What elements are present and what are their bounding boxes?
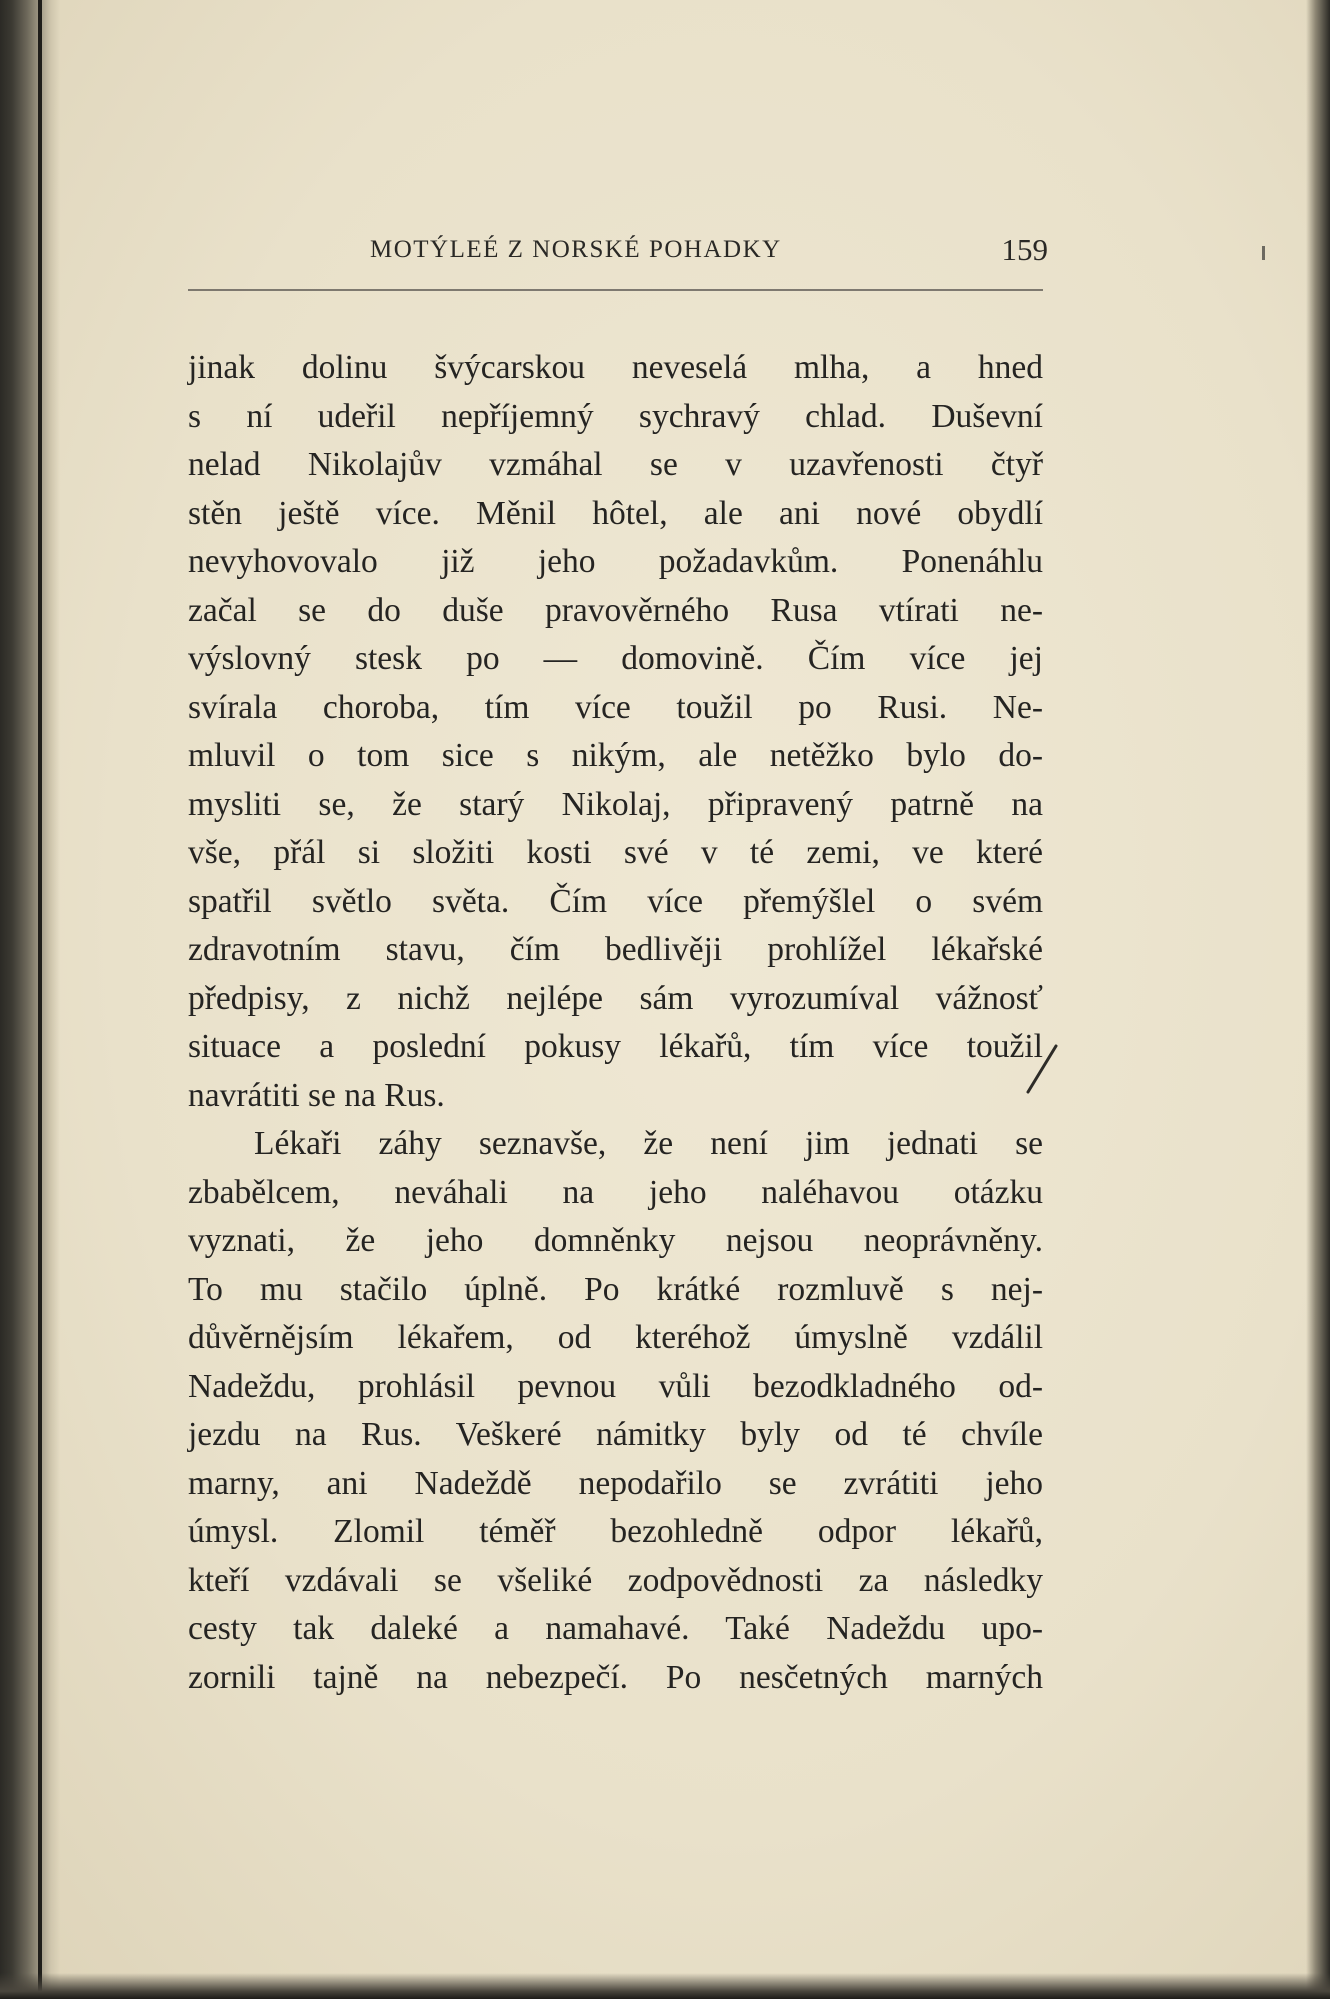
text-line: situace a poslední pokusy lékařů, tím více toužil xyxy=(188,1028,1043,1065)
text-line: nelad Nikolajův vzmáhal se v uzavřenosti čtyř xyxy=(188,446,1043,483)
page-number: 159 xyxy=(1001,232,1048,267)
edge-mark xyxy=(1262,246,1265,260)
pencil-mark-icon xyxy=(1020,1042,1060,1096)
text-line: vše, přál si složiti kosti své v té zemi, ve které xyxy=(188,834,1043,871)
header-rule xyxy=(188,289,1043,291)
text-line: jezdu na Rus. Veškeré námitky byly od té chvíle xyxy=(188,1416,1043,1453)
text-line: předpisy, z nichž nejlépe sám vyrozumíval vážnosť xyxy=(188,979,1043,1017)
text-line: spatřil světlo světa. Čím více přemýšlel o svém xyxy=(188,882,1043,920)
text-line: začal se do duše pravověrného Rusa vtírati ne- xyxy=(188,591,1043,629)
text-line: mysliti se, že starý Nikolaj, připravený patrně na xyxy=(188,785,1043,823)
text-line: zdravotním stavu, čím bedlivěji prohlížel lékařské xyxy=(188,931,1043,968)
text-line: výslovný stesk po — domovině. Čím více jej xyxy=(188,640,1043,677)
text-line: Nadeždu, prohlásil pevnou vůli bezodkladného od- xyxy=(188,1367,1043,1405)
text-line: zornili tajně na nebezpečí. Po nesčetných marných xyxy=(188,1658,1043,1696)
text-line: To mu stačilo úplně. Po krátké rozmluvě s nej- xyxy=(188,1270,1043,1308)
page-body xyxy=(188,344,1043,1702)
text-line: svírala choroba, tím více toužil po Rusi. Ne- xyxy=(188,688,1043,726)
text-line: nevyhovovalo již jeho požadavkům. Ponenáhlu xyxy=(188,543,1043,580)
text-line: důvěrnějsím lékařem, od kteréhož úmyslně vzdálil xyxy=(188,1319,1043,1356)
running-header xyxy=(188,228,1048,272)
text-line: úmysl. Zlomil téměř bezohledně odpor lékařů, xyxy=(188,1513,1043,1550)
text-line: vyznati, že jeho domněnky nejsou neoprávněny. xyxy=(188,1222,1043,1259)
text-line: cesty tak daleké a namahavé. Také Nadeždu upo- xyxy=(188,1610,1043,1647)
text-line: kteří vzdávali se všeliké zodpovědnosti za následky xyxy=(188,1561,1043,1599)
paragraph-start-line: Lékaři záhy seznavše, že není jim jednati se xyxy=(254,1125,1043,1162)
binding-shadow xyxy=(0,0,60,1999)
bottom-edge-shadow xyxy=(0,1973,1330,1999)
binding-edge xyxy=(38,0,42,1999)
text-line: marny, ani Nadeždě nepodařilo se zvrátiti jeho xyxy=(188,1464,1043,1502)
text-line: zbabělcem, neváhali na jeho naléhavou otázku xyxy=(188,1173,1043,1211)
text-line: s ní udeřil nepříjemný sychravý chlad. Duševní xyxy=(188,397,1043,435)
page-edge-shadow xyxy=(1306,0,1330,1999)
text-line: stěn ještě více. Měnil hôtel, ale ani nové obydlí xyxy=(188,494,1043,532)
text-line: jinak dolinu švýcarskou neveselá mlha, a hned xyxy=(188,349,1043,386)
text-line: mluvil o tom sice s nikým, ale netěžko bylo do- xyxy=(188,737,1043,774)
paragraph-end-line: navrátiti se na Rus. xyxy=(188,1076,445,1114)
running-title: MOTÝLEÉ Z NORSKÉ POHADKY xyxy=(370,236,782,263)
